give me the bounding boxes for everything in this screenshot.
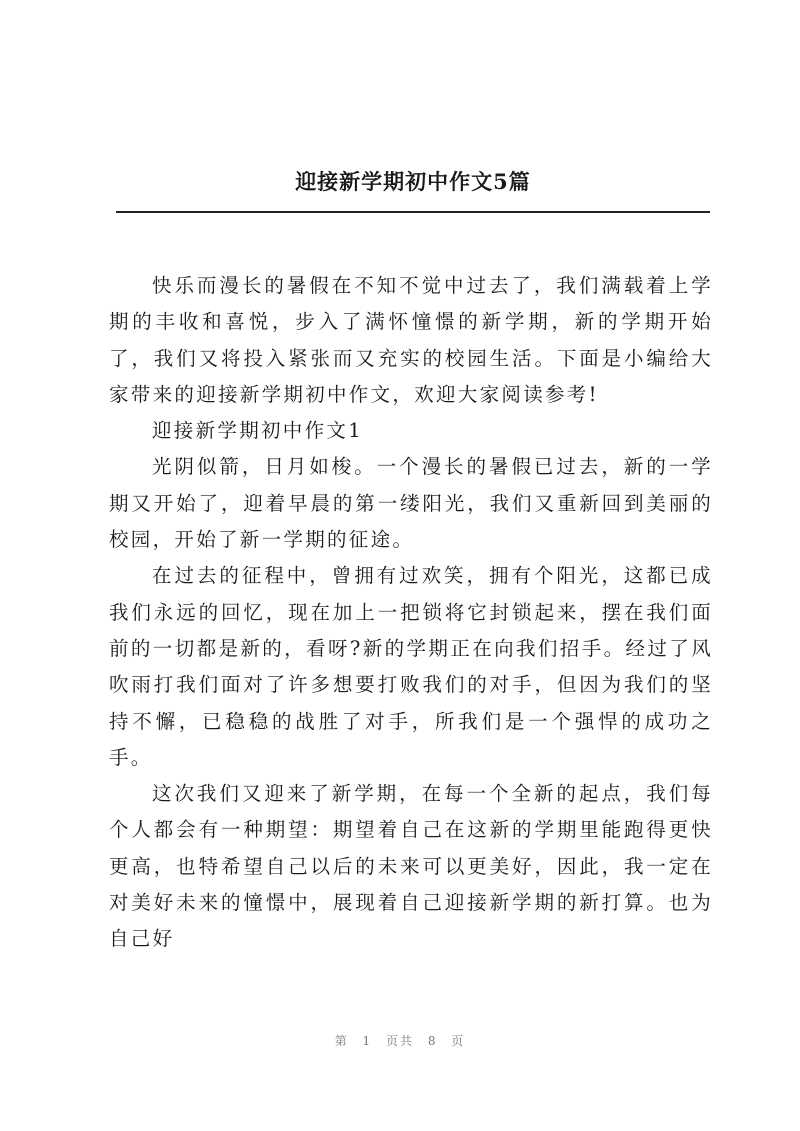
page-footer: 第 1 页共 8 页 (334, 1034, 466, 1048)
paragraph: 光阴似箭，日月如梭。一个漫长的暑假已过去，新的一学期又开始了，迎着早晨的第一缕阳光，我们又重新回到美丽的校园，开始了新一学期的征途。 (109, 455, 713, 552)
document-body (109, 268, 713, 958)
title-divider (116, 211, 710, 213)
paragraph-intro: 快乐而漫长的暑假在不知不觉中过去了，我们满载着上学期的丰收和喜悦，步入了满怀憧憬的新学期，新的学期开始了，我们又将投入紧张而又充实的校园生活。下面是小编给大家带来的迎接新学期初中作文，欢迎大家阅读参考! (109, 274, 713, 406)
paragraph: 这次我们又迎来了新学期，在每一个全新的起点，我们每个人都会有一种期望：期望着自己在这新的学期里能跑得更快更高，也特希望自己以后的未来可以更美好，因此，我一定在对美好未来的憧憬中，展现着自己迎接新学期的新打算。也为自己好 (109, 782, 713, 951)
document-title: 迎接新学期初中作文5篇 (295, 169, 531, 194)
section-heading: 迎接新学期初中作文1 (152, 419, 363, 443)
paragraph: 在过去的征程中，曾拥有过欢笑，拥有个阳光，这都已成我们永远的回忆，现在加上一把锁将它封锁起来，摆在我们面前的一切都是新的，看呀?新的学期正在向我们招手。经过了风吹雨打我们面对了许多想要打败我们的对手，但因为我们的坚持不懈，已稳稳的战胜了对手，所我们是一个强悍的成功之手。 (109, 564, 713, 769)
